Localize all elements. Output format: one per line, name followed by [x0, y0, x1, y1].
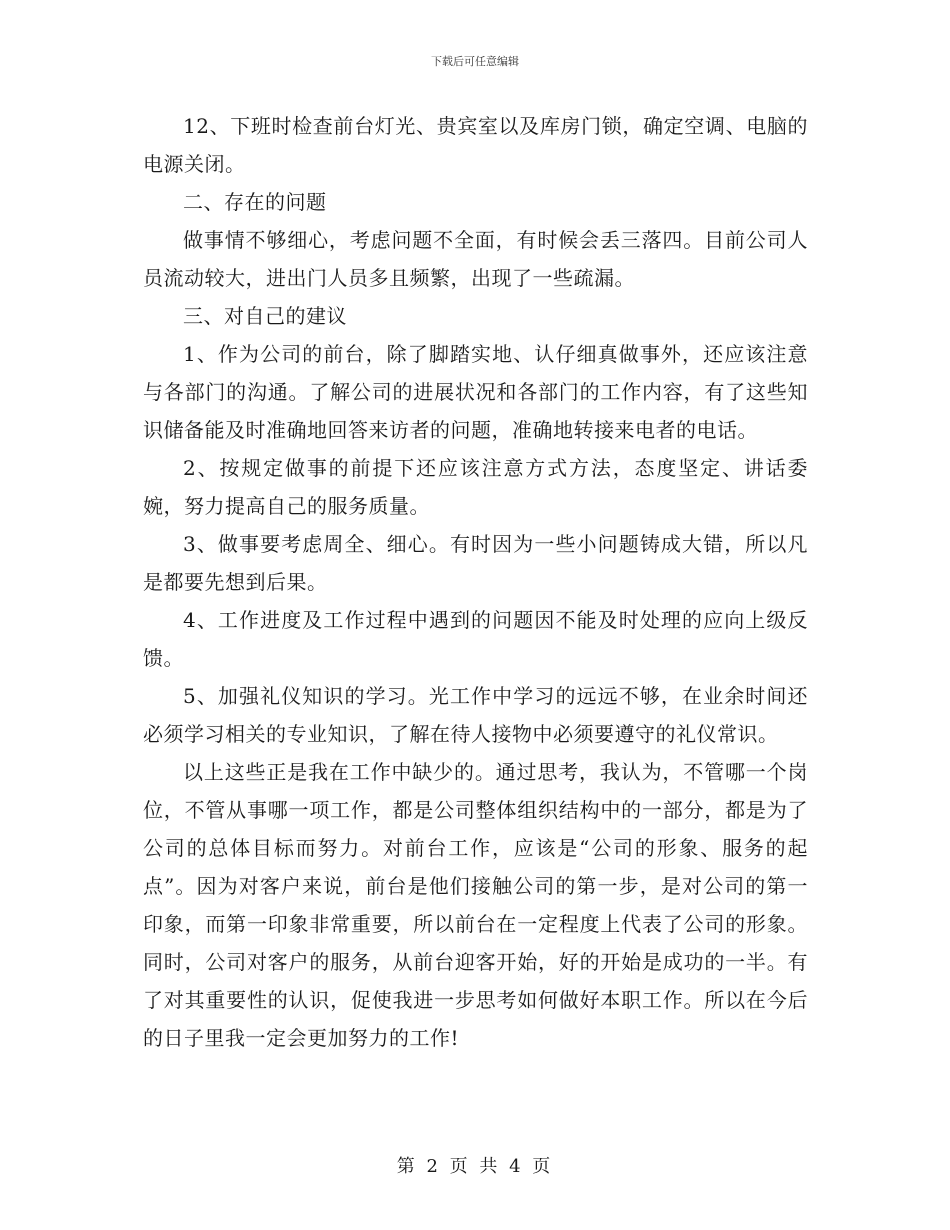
page-header: 下载后可任意编辑: [431, 55, 519, 68]
paragraph-conclusion: 以上这些正是我在工作中缺少的。通过思考，我认为，不管哪一个岗位，不管从事哪一项工作，都是公司整体组织结构中的一部分，都是为了公司的总体目标而努力。对前台工作，应该是“公司的形象、服务的起点”。因为对客户来说，前台是他们接触公司的第一步，是对公司的第一印象，而第一印象非常重要，所以前台在一定程度上代表了公司的形象。同时，公司对客户的服务，从前台迎客开始，好的开始是成功的一半。有了对其重要性的认识，促使我进一步思考如何做好本职工作。所以在今后的日子里我一定会更加努力的工作!: [143, 760, 808, 1050]
suggestion-2: 2、按规定做事的前提下还应该注意方式方法，态度坚定、讲话委婉，努力提高自己的服务质量。: [143, 456, 808, 518]
suggestion-4: 4、工作进度及工作过程中遇到的问题因不能及时处理的应向上级反馈。: [143, 608, 808, 670]
section-heading-problems: 二、存在的问题: [183, 190, 327, 214]
page-number: 第 2 页 共 4 页: [396, 1156, 554, 1177]
suggestion-1: 1、作为公司的前台，除了脚踏实地、认仔细真做事外，还应该注意与各部门的沟通。了解公司的进展状况和各部门的工作内容，有了这些知识储备能及时准确地回答来访者的问题，准确地转接来电者的电话。: [143, 342, 808, 442]
suggestion-3: 3、做事要考虑周全、细心。有时因为一些小问题铸成大错，所以凡是都要先想到后果。: [143, 532, 808, 594]
document-body: [143, 107, 808, 1057]
paragraph-problems: 做事情不够细心，考虑问题不全面，有时候会丢三落四。目前公司人员流动较大，进出门人员多且频繁，出现了一些疏漏。: [143, 228, 808, 290]
section-heading-suggestions: 三、对自己的建议: [183, 304, 347, 328]
suggestion-5: 5、加强礼仪知识的学习。光工作中学习的远远不够，在业余时间还必须学习相关的专业知识，了解在待人接物中必须要遵守的礼仪常识。: [143, 684, 808, 746]
paragraph-item-12: 12、下班时检查前台灯光、贵宾室以及库房门锁，确定空调、电脑的电源关闭。: [143, 114, 808, 176]
